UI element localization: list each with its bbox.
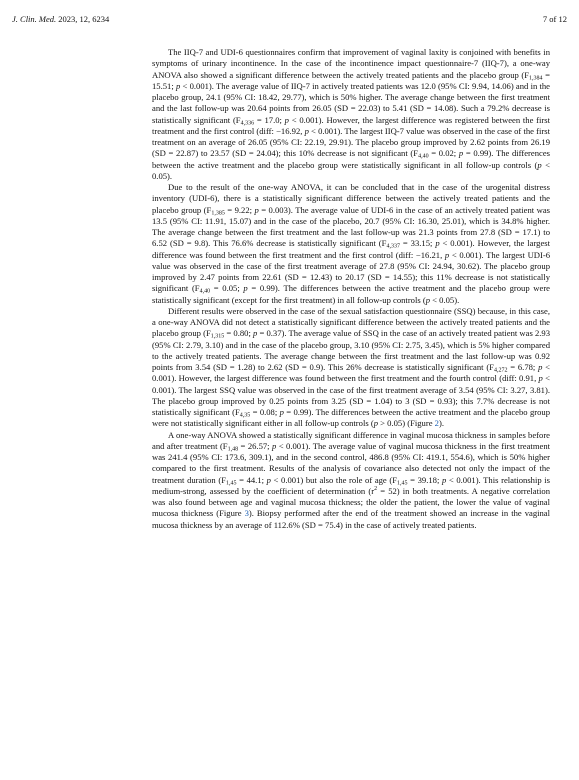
paragraph-ssq: Different results were observed in the case of the sexual satisfaction questionnaire (SSQ) because, in this case, a one-way ANOVA did not detect a statistically significant difference between the actively treated patients and the placebo group ($F_{1,315} = 0.80$; p = 0.37). The average value of SSQ in the case of an actively treated patient was 2.93 (95% CI: 2.79, 3.10) and in the case of the placebo group, 3.10 (95% CI: 2.75, 3.45), which is 5% higher compared to the actively treated patients. The average change between the first treatment and the last follow-up was 0.92 points from 3.54 (SD = 1.28) to 2.62 (SD = 0.9). This 26% decrease is statistically significant ($F_{4,272} = 6.78$; p < 0.001). However, the largest difference was found between the first treatment and the fourth control (diff: 0.91, p < 0.001). The largest SSQ value was observed in the case of the first treatment average of 3.54 (95% CI: 3.27, 3.81). The placebo group improved by 0.25 points from 3.25 (SD = 1.04) to 3 (SD = 0.93); this 7.7% decrease is not statistically significant ($F_{4,35} = 0.08$; p = 0.99). The differences between the active treatment and the placebo group were not statistically significant either in all follow-up controls (p > 0.05) (Figure 2). xyxy=(152,305,550,429)
article-body xyxy=(152,47,550,531)
journal-name: J. Clin. Med. xyxy=(12,14,57,24)
paragraph-iiq7: The IIQ-7 and UDI-6 questionnaires confirm that improvement of vaginal laxity is conjoined with benefits in symptoms of urinary incontinence. In the case of the incontinence impact questionnaire-7 (IIQ-7), a one-way ANOVA also showed a significant difference between the actively treated patients and the placebo group ($F_{1,384} = 15.51$; p < 0.001). The average value of IIQ-7 in actively treated patients was 12.0 (95% CI: 9.94, 14.06) and in the placebo group, 24.1 (95% CI: 18.42, 29.77), which is 50% higher. The average change between the first treatment and the last follow-up was 20.64 points from 26.05 (SD = 22.03) to 5.41 (SD = 14.08). Such a 79.2% decrease is statistically significant ($F_{4,336} = 17.0$; p < 0.001). However, the largest difference was registered between the first treatment and the first control (diff: −16.92, p < 0.001). The largest IIQ-7 value was observed in the case of the first treatment on an average of 26.05 (95% CI: 22.19, 29.91). The placebo group improved by 2.62 points from 26.19 (SD = 22.87) to 23.57 (SD = 24.04); this 10% decrease is not significant ($F_{4,40} = 0.02$; p = 0.99). The differences between the active treatment and the placebo group were statistically significant in all follow-up controls (p < 0.05). xyxy=(152,47,551,181)
page-header xyxy=(12,14,567,28)
paragraph-mucosa: A one-way ANOVA showed a statistically significant difference in vaginal mucosa thickness in samples before and after treatment ($F_{1,48} = 26.57$; p < 0.001). The average value of vaginal mucosa thickness in the first treatment was 241.4 (95% CI: 173.6, 309.1), and in the second control, 486.8 (95% CI: 419.1, 554.6), which is 50% higher compared to the first treatment. Results of the analysis of covariance also detected not only the impact of the treatment duration ($F_{1,45} = 44.1$; p < 0.001) but also the role of age ($F_{1,45} = 39.18$; p < 0.001). This relationship is medium-strong, assessed by the coefficient of determination $(r^2 = 52)$ in both treatments. A negative correlation was also found between age and vaginal mucosa thickness; the older the patient, the lower the value of vaginal mucosa thickness (Figure 3). Biopsy performed after the end of the treatment showed an increase in the vaginal mucosa thickness by an average of 112.6% (SD = 75.4) in the case of actively treated patients. xyxy=(152,429,551,530)
journal-volume: 2023, 12, 6234 xyxy=(56,14,110,24)
paragraph-udi6: Due to the result of the one-way ANOVA, it can be concluded that in the case of the urogenital distress inventory (UDI-6), there is a statistically significant difference between the actively treated patients and the placebo group ($F_{1,385} = 9.22$; p = 0.003). The average value of UDI-6 in the case of an actively treated patient was 13.5 (95% CI: 11.91, 15.07) and in the case of the placebo, 20.7 (95% CI: 16.30, 25.01), which is 34.8% higher. The average change between the first treatment and the last follow-up was 21.3 points from 27.8 (SD = 17.1) to 6.52 (SD = 9.8). This 76.6% decrease is statistically significant ($F_{4,337} = 33.15$; p < 0.001). However, the largest difference was found between the first treatment and the first control (diff: −16.21, p < 0.001). The largest UDI-6 value was observed in the case of the first treatment average of 27.8 (95% CI: 24.94, 30.62). The placebo group improved by 2.47 points from 22.61 (SD = 12.43) to 20.17 (SD = 14.55); this 11% decrease is not statistically significant ($F_{4,40} = 0.05$; p = 0.99). The differences between the active treatment and the placebo group were statistically significant (except for the first treatment) in all follow-up controls (p < 0.05). xyxy=(152,182,551,305)
journal-citation xyxy=(12,14,109,24)
page-number: 7 of 12 xyxy=(542,14,567,24)
